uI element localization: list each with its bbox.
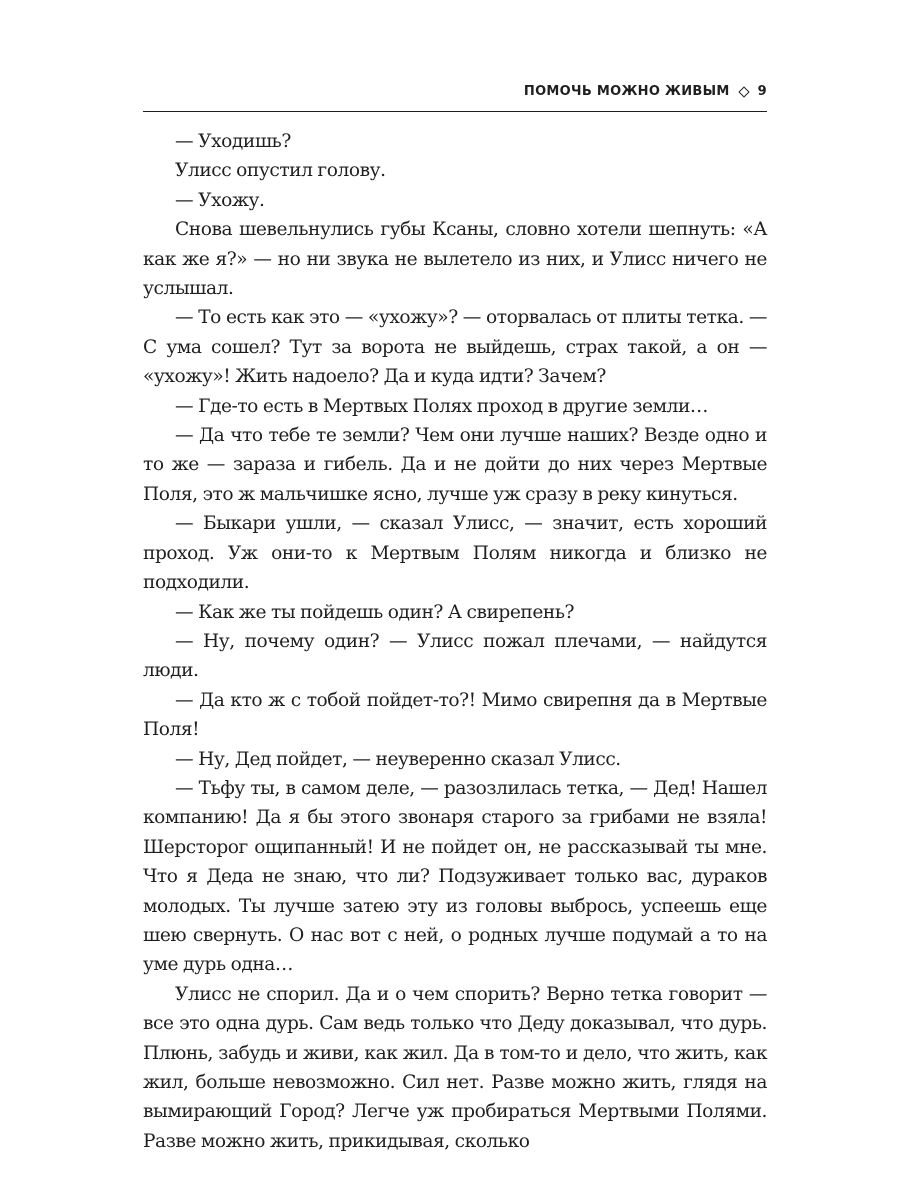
paragraph: — То есть как это — «ухожу»? — оторвалась от плиты тетка. — С ума сошел? Тут за ворота не выйдешь, страх такой, а он — «ухожу»! Жить надоело? Да и куда идти? Зачем?	[143, 307, 767, 388]
paragraph: — Да кто ж с тобой пойдет-то?! Мимо свирепня да в Мертвые Поля!	[143, 689, 767, 741]
paragraph: — Где-то есть в Мертвых Полях проход в другие земли…	[175, 395, 709, 417]
paragraph: — Ну, почему один? — Улисс пожал плечами, — найдутся люди.	[143, 630, 767, 682]
running-header	[524, 84, 767, 99]
page-number: 9	[757, 84, 767, 99]
paragraph: — Да что тебе те земли? Чем они лучше наших? Везде одно и то же — зараза и гибель. Да и не дойти до них через Мертвые Поля, это ж мальчишке ясно, лучше уж сразу в реку кинуться.	[143, 425, 767, 505]
body-text	[143, 127, 767, 1156]
paragraph: — Как же ты пойдешь один? А свирепень?	[175, 601, 575, 623]
paragraph: — Быкари ушли, — сказал Улисс, — значит, есть хороший проход. Уж они-то к Мертвым Полям никогда и близко не подходили.	[143, 513, 767, 594]
paragraph: — Тьфу ты, в самом деле, — разозлилась тетка, — Дед! Нашел компанию! Да я бы этого звонаря старого за грибами не взяла! Шерсторог ощипанный! И не пойдет он, не рассказывай ты мне. Что я Деда не знаю, что ли? Подзуживает только вас, дураков молодых. Ты лучше затею эту из головы выбрось, успеешь еще шею свернуть. О нас вот с ней, о родных лучше подумай а то на уме дурь одна…	[143, 777, 767, 976]
diamond-separator-icon	[738, 86, 749, 97]
running-title: ПОМОЧЬ МОЖНО ЖИВЫМ	[523, 84, 730, 99]
header-rule	[143, 111, 767, 112]
paragraph: — Уходишь?	[175, 131, 291, 152]
paragraph: Улисс не спорил. Да и о чем спорить? Верно тетка говорит — все это одна дурь. Сам ведь только что Деду доказывал, что дурь. Плюнь, забудь и живи, как жил. Да в том-то и дело, что жить, как жил, больше невозможно. Сил нет. Разве можно жить, глядя на вымирающий Город? Легче уж пробираться Мертвыми Полями. Разве можно жить, прикидывая, сколько	[143, 983, 767, 1152]
paragraph: Улисс опустил голову.	[175, 160, 386, 182]
paragraph: — Ухожу.	[175, 189, 265, 211]
paragraph: — Ну, Дед пойдет, — неуверенно сказал Улисс.	[175, 748, 621, 770]
paragraph: Снова шевельнулись губы Ксаны, словно хотели шепнуть: «А как же я?» — но ни звука не вылетело из них, и Улисс ничего не услышал.	[143, 219, 767, 300]
